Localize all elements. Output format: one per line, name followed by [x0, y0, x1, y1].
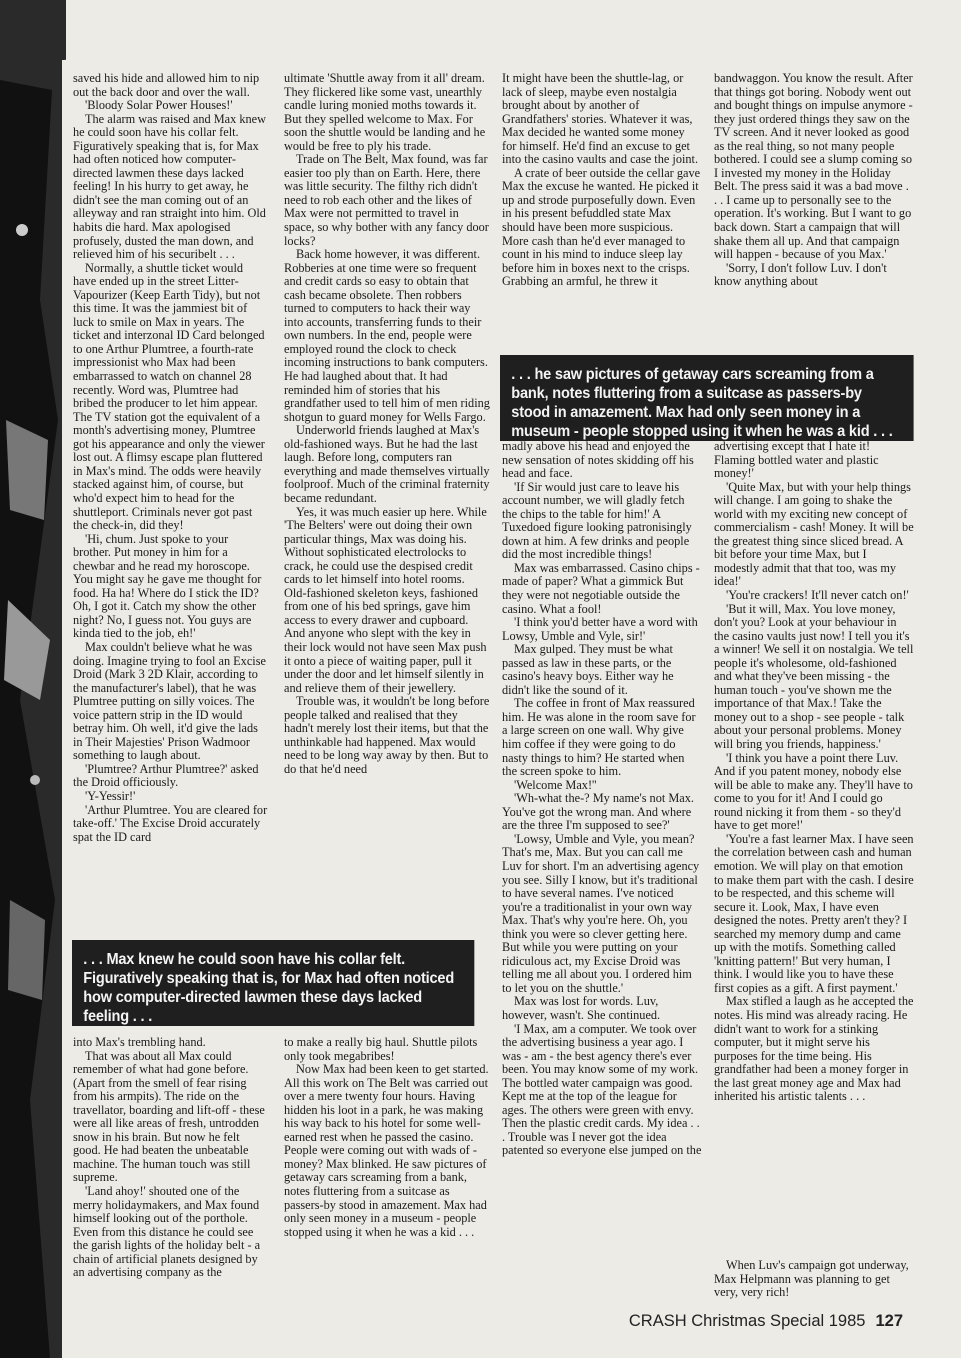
- paragraph: 'Land ahoy!' shouted one of the merry holidaymakers, and Max found himself looking out of the porthole. Even from this distance he could see the garish lights of the holiday belt - a chain of artificial planets designed by an advertising company as the: [73, 1184, 261, 1280]
- paragraph: 'Y-Yessir!': [85, 788, 136, 803]
- paragraph: 'Lowsy, Umble and Vyle, you mean? That's me, Max. But you can call me Luv for short. I'm an advertising agency you see. Silly I know, but it's traditional to have several names. I've noticed you're a traditionalist in your own way Max. That's why you're here. Oh, you think you were so clever getting here. But while you were putting on your ridiculous act, my Excise Droid was telling me all about you. I ordered him to let you on the shuttle.': [502, 831, 700, 995]
- paragraph: 'I think you'd better have a word with Lowsy, Umble and Vyle, sir!': [502, 615, 698, 643]
- paragraph: saved his hide and allowed him to nip out the back door and over the wall.: [73, 72, 260, 99]
- paragraph: Yes, it was much easier up here. While 'The Belters' were out doing their own particular things, Max was doing his. Without sophisticated electrolocks to crack, he could use the despised credit cards to let himself into hotel rooms. Old-fashioned skeleton keys, fashioned from one of his bed springs, gave him access to every drawer and cupboard. And anyone who slept with the key in their lock would not have seen Max push it onto a piece of waiting paper, pull it under the door and let himself silently in and relieve them of their jewellery.: [284, 504, 487, 695]
- column-4-bottom: [714, 440, 914, 1260]
- paragraph: 'Arthur Plumtree. You are cleared for take-off.' The Excise Droid accurately spat the ID card: [73, 802, 268, 844]
- column-2-top: [284, 72, 490, 939]
- paragraph: to make a really big haul. Shuttle pilots only took megabribes!: [284, 1036, 478, 1063]
- column-1-top: [73, 72, 269, 939]
- paragraph: 'But it will, Max. You love money, don't you? Look at your behaviour in the casino vaults just now! I tell you it's a winner! We sell it on nostalgia. We tell people it's wholesome, old-fashioned and what they've been missing - the human touch - you've shown me the importance of that Max.! Take the money out to a shop - see people - talk about your personal problems. Money will bring you friends, happiness.': [714, 601, 914, 752]
- paragraph: Max was embarrassed. Casino chips - made of paper? What a gimmick But they were not negotiable outside the casino. What a fool!: [502, 560, 700, 616]
- paragraph: Max stifled a laugh as he accepted the notes. His mind was already racing. He didn't want to work for a stinking computer, but it might serve his purposes for the time being. His grandfather had been a money forger in the last great money age and Max had inherited his artistic talents . . .: [714, 994, 914, 1104]
- paragraph: 'I Max, am a computer. We took over the advertising business a year ago. I was - am - the best agency there's ever been. You may know some of my work. The bottled water campaign was good. Kept me at the top of the league for ages. The others were green with envy. Then the plastic credit cards. My idea . . . Trouble was I never got the idea patented so everyone else jumped on the: [502, 1021, 702, 1158]
- pull-quote-collar: . . . Max knew he could soon have his collar felt. Figuratively speaking that is, for Max had often noticed how computer-directed lawmen these days lacked feeling . . .: [72, 940, 474, 1026]
- column-4-ending: [714, 1259, 914, 1299]
- paragraph: madly above his head and enjoyed the new sensation of notes skidding off his head and face.: [502, 440, 694, 481]
- paragraph: A crate of beer outside the cellar gave Max the excuse he wanted. He picked it up and strode purposefully down. Even in his present befuddled state Max should have been more suspicious. More cash than he'd ever managed to count in his mind to induce sleep lay before him in boxes next to the crisps. Grabbing an armful, he threw it: [502, 165, 701, 289]
- page-number: 127: [875, 1312, 903, 1330]
- paragraph: The coffee in front of Max reassured him. He was alone in the room save for a large screen on one wall. Why give him coffee if they were going to do nasty things to him? He started when the screen spoke to him.: [502, 696, 696, 779]
- pull-quote-getaway: . . . he saw pictures of getaway cars screaming from a bank, notes fluttering from a suitcase as passers-by stood in amazement. Max had only seen money in a museum - people stopped using it when he was a kid . . .: [500, 355, 914, 441]
- paragraph: 'You're crackers! It'll never catch on!': [726, 588, 909, 603]
- paragraph: Back home however, it was different. Robberies at one time were so frequent and credit cards so easy to obtain that cash became obsolete. Then robbers turned to computers to hack their way into accounts, transferring funds to their own numbers. In the end, people were employed round the clock to check incoming instructions to bank computers. He had laughed about that. It had reminded him of stories that his grandfather used to tell him of men riding shotgun to guard money for Wells Fargo.: [284, 247, 490, 424]
- paragraph: It might have been the shuttle-lag, or lack of sleep, maybe even nostalgia brought about by another of Grandfathers' stories. Whatever it was, Max decided he wanted some money for himself. He'd find an excuse to get into the casino vaults and case the joint.: [502, 72, 699, 167]
- paragraph: 'Wh-what the-? My name's not Max. You've got the wrong man. And where are the three I'm supposed to see?': [502, 791, 694, 833]
- column-3-bottom: [502, 440, 702, 1300]
- paragraph: Underworld friends laughed at Max's old-fashioned ways. But he had the last laugh. Before long, computers ran everything and made themselves virtually foolproof. Much of the criminal fraternity became redundant.: [284, 423, 490, 505]
- paragraph: Max gulped. They must be what passed as law in these parts, or the casino's heavy boys. Either way he didn't like the sound of it.: [502, 642, 674, 697]
- paragraph: 'I think you have a point there Luv. And if you patent money, nobody else will be able to make any. They'll have to come to you for it! And I could go round nicking it from them - so they'd have to get more!': [714, 750, 913, 833]
- paragraph: Normally, a shuttle ticket would have ended up in the street Litter-Vapourizer (Keep Earth Tidy), but not this time. It was the jammiest bit of luck to smile on Max in years. The ticket and interzonal ID Card belonged to one Arthur Plumtree, a fourth-rate impressionist who Max had been embarrassed to watch on channel 28 recently. Word was, Plumtree had bribed the producer to let him appear. The TV station got the equivalent of a month's advertising money, Plumtree got his appearance and only the viewer lost out. A flimsy escape plan fluttered in Max's mind. The odds were heavily stacked against him, of course, but who'd expect him to head for the shuttleport. Criminals never got past the check-in, did they!: [73, 260, 265, 533]
- paragraph: 'Hi, chum. Just spoke to your brother. Put money in him for a chewbar and he read my horoscope. You might say he gave me thought for food. Ha ha! Where do I stick the ID? Oh, I got it. Catch my show the other night? No, I guess not. You guys are kinda tied to the job, eh!': [73, 531, 262, 641]
- page-footer: [629, 1312, 903, 1331]
- paragraph: That was about all Max could remember of what had gone before. (Apart from the smell of fear rising from his armpits). The ride on the travellator, boarding and lift-off - these were all like areas of fresh, untrodden snow in his brain. But now he felt good. He had beaten the unbeatable machine. The human touch was still supreme.: [73, 1048, 265, 1185]
- paragraph: 'Welcome Max!'': [514, 777, 597, 792]
- column-4-top: [714, 72, 914, 346]
- paragraph: advertising except that I hate it! Flaming bottled water and plastic money!': [714, 440, 879, 481]
- paragraph: 'You're a fast learner Max. I have seen the correlation between cash and human emotion. We will play on that emotion to make them part with the cash. I desire to be respected, and this scheme will secure it. Look, Max, I have even designed the notes. Pretty aren't they? I searched my memory dump and came up with the motifs. Something called 'knitting pattern!' But very human, I think. I would like you to have these first copies as a gift. A first payment.': [714, 831, 914, 995]
- column-2-bottom: [284, 1036, 490, 1286]
- column-3-top: [502, 72, 702, 346]
- paragraph: Trade on The Belt, Max found, was far easier too ply than on Earth. Here, there was little security. The filthy rich didn't need to rob each other and the likes of Max were not permitted to travel in space, so why bother with any fancy door locks?: [284, 152, 489, 248]
- paragraph: 'If Sir would just care to leave his account number, we will gladly fetch the chips to the table for him!' A Tuxedoed figure looking patronisingly down at him. A few drinks and people did the most incredible things!: [502, 479, 692, 562]
- paragraph: Trouble was, it wouldn't be long before people talked and realised that they hadn't merely lost their items, but that the unthinkable had happened. Max would need to be long way away by then. But to do that he'd need: [284, 694, 490, 776]
- magazine-title: CRASH Christmas Special 1985: [628, 1312, 866, 1330]
- paragraph: Max was lost for words. Luv, however, wasn't. She continued.: [502, 994, 661, 1022]
- closing-paragraph: When Luv's campaign got underway, Max Helpmann was planning to get very, very rich!: [714, 1259, 909, 1299]
- paragraph: Max couldn't believe what he was doing. Imagine trying to fool an Excise Droid (Mark 3 2D Klair, according to the manufacturer's label), that he was Plumtree putting on silly voices. The voice pattern strip in the ID would betray him. Oh well, it'd give the lads in Their Majesties' Prison Wadmoor something to laugh about.: [73, 639, 266, 763]
- paragraph: The alarm was raised and Max knew he could soon have his collar felt. Figuratively speaking that is, for Max had often noticed how computer-directed lawmen these days lacked feeling! In his hurry to get away, he didn't see the man coming out of an alleyway and ran straight into him. Old habits die hard. Max apologised profusely, dusted the man down, and relieved him of his securibelt . . .: [73, 111, 266, 262]
- paragraph: ultimate 'Shuttle away from it all' dream. They flickered like some vast, unearthly candle luring monied moths towards it. But they spelled welcome to Max. For soon the shuttle would be landing and he would be free to ply his trade.: [284, 72, 486, 153]
- paragraph: Now Max had been keen to get started. All this work on The Belt was carried out over a mere twenty four hours. Having hidden his loot in a park, he was making his way back to his hotel for some well-earned rest when he passed the casino. People were coming out with wads of - money? Max blinked. He saw pictures of getaway cars screaming from a bank, notes fluttering from a suitcase as passers-by stood in amazement. Max had only seen money in a museum - people stopped using it when he was a kid . . .: [284, 1062, 489, 1239]
- paragraph: 'Quite Max, but with your help things will change. I am going to shake the world with my exciting new concept of commercialism - cash! Money. It will be the greatest thing since sliced bread. A bit before your time Max, but I modestly admit that that too, was my idea!': [714, 479, 914, 589]
- paragraph: 'Sorry, I don't follow Luv. I don't know anything about: [714, 260, 887, 289]
- paragraph: 'Bloody Solar Power Houses!': [85, 98, 233, 113]
- paragraph: into Max's trembling hand.: [73, 1036, 206, 1049]
- paragraph: bandwaggon. You know the result. After that things got boring. Nobody went out and bought things on impulse anymore - they just ordered things they saw on the TV screen. And it never looked as good as the real thing, so not many people bothered. I could see a slump coming so I invested my money in the Holiday Belt. The press said it was a bad move . . . I came up to personally see to the operation. It's working. But I want to go back down. Start a campaign that will shake them all up. And that campaign will happen - because of you Max.': [714, 72, 913, 262]
- paragraph: 'Plumtree? Arthur Plumtree?' asked the Droid officiously.: [73, 761, 259, 790]
- edge-illustration: [0, 0, 66, 1358]
- column-1-bottom: [73, 1036, 269, 1286]
